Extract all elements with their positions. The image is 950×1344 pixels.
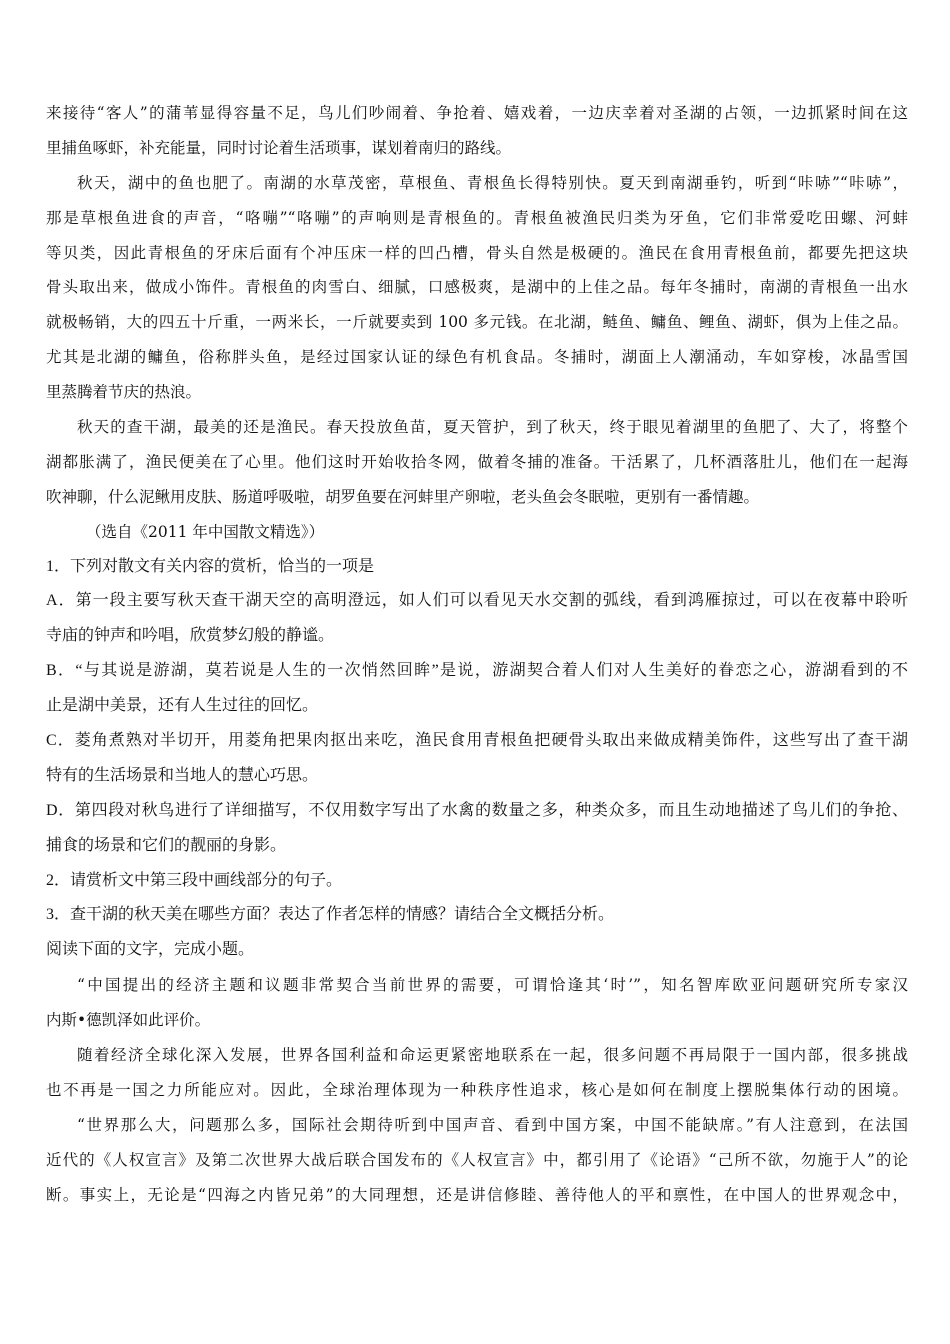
option-b: B．“与其说是游湖，莫若说是人生的一次悄然回眸”是说，游湖契合着人们对人生美好的眷恋之心，游湖看到的不 bbox=[46, 662, 908, 680]
option-c-cont: 特有的生活场景和当地人的慧心巧思。 bbox=[46, 766, 319, 784]
section-instruction: 阅读下面的文字，完成小题。 bbox=[46, 941, 255, 959]
paragraph-line: 就极畅销，大的四五十斤重，一两米长，一斤就要卖到 100 多元钱。在北湖，鲢鱼、鳙鱼、鲤鱼、湖虾，俱为上佳之品。 bbox=[46, 313, 908, 332]
paragraph-line: “中国提出的经济主题和议题非常契合当前世界的需要，可谓恰逢其‘时’”，知名智库欧亚问题研究所专家汉 bbox=[77, 976, 908, 995]
paragraph-line: 近代的《人权宣言》及第二次世界大战后联合国发布的《人权宣言》中，都引用了《论语》“己所不欲，勿施于人”的论 bbox=[46, 1150, 908, 1169]
paragraph-line: 里捕鱼啄虾，补充能量，同时讨论着生活琐事，谋划着南归的路线。 bbox=[46, 138, 512, 157]
option-d-cont: 捕食的场景和它们的靓丽的身影。 bbox=[46, 836, 287, 854]
document-page bbox=[46, 96, 908, 1213]
paragraph-line: 断。事实上，无论是“四海之内皆兄弟”的大同理想，还是讲信修睦、善待他人的平和禀性，在中国人的世界观念中， bbox=[46, 1185, 908, 1204]
paragraph-line: 随着经济全球化深入发展，世界各国利益和命运更紧密地联系在一起，很多问题不再局限于一国内部，很多挑战 bbox=[77, 1046, 908, 1065]
option-c: C．菱角煮熟对半切开，用菱角把果肉抠出来吃，渔民食用青根鱼把硬骨头取出来做成精美饰件，这些写出了查干湖 bbox=[46, 732, 908, 750]
option-a: A．第一段主要写秋天查干湖天空的高明澄远，如人们可以看见天水交割的弧线，看到鸿雁掠过，可以在夜幕中聆听 bbox=[46, 592, 908, 610]
question-1-stem: 1．下列对散文有关内容的赏析，恰当的一项是 bbox=[46, 557, 375, 575]
paragraph-line: “世界那么大，问题那么多，国际社会期待听到中国声音、看到中国方案，中国不能缺席。”有人注意到，在法国 bbox=[77, 1115, 908, 1134]
paragraph-line: 湖都胀满了，渔民便美在了心里。他们这时开始收拾冬网，做着冬捕的准备。干活累了，几杯酒落肚儿，他们在一起海 bbox=[46, 452, 908, 471]
paragraph-line: 等贝类，因此青根鱼的牙床后面有个冲压床一样的凹凸槽，骨头自然是极硬的。渔民在食用青根鱼前，都要先把这块 bbox=[46, 243, 908, 262]
question-2: 2．请赏析文中第三段中画线部分的句子。 bbox=[46, 871, 343, 889]
paragraph-line: 那是草根鱼进食的声音，“咯嘣”“咯嘣”的声响则是青根鱼的。青根鱼被渔民归类为牙鱼，它们非常爱吃田螺、河蚌 bbox=[46, 208, 908, 227]
option-a-cont: 寺庙的钟声和吟唱，欣赏梦幻般的静谧。 bbox=[46, 627, 335, 645]
paragraph-line: 也不再是一国之力所能应对。因此，全球治理体现为一种秩序性追求，核心是如何在制度上摆脱集体行动的困境。 bbox=[46, 1080, 908, 1099]
option-d: D．第四段对秋鸟进行了详细描写，不仅用数字写出了水禽的数量之多，种类众多，而且生动地描述了鸟儿们的争抢、 bbox=[46, 801, 908, 819]
paragraph-line: 里蒸腾着节庆的热浪。 bbox=[46, 383, 202, 402]
paragraph-line: 秋天，湖中的鱼也肥了。南湖的水草茂密，草根鱼、青根鱼长得特别快。夏天到南湖垂钓，听到“咔哧”“咔哧”， bbox=[77, 173, 908, 192]
paragraph-line: 吹神聊，什么泥鳅用皮肤、肠道呼吸啦，胡罗鱼要在河蚌里产卵啦，老头鱼会冬眠啦，更别有一番情趣。 bbox=[46, 487, 760, 506]
paragraph-line: 来接待“客人”的蒲苇显得容量不足，鸟儿们吵闹着、争抢着、嬉戏着，一边庆幸着对圣湖的占领，一边抓紧时间在这 bbox=[46, 104, 908, 122]
source-citation: （选自《2011 年中国散文精选》） bbox=[86, 522, 325, 541]
paragraph-line: 秋天的查干湖，最美的还是渔民。春天投放鱼苗，夏天管护，到了秋天，终于眼见着湖里的鱼肥了、大了，将整个 bbox=[77, 418, 908, 437]
option-b-cont: 止是湖中美景，还有人生过往的回忆。 bbox=[46, 697, 319, 715]
paragraph-line: 内斯•德凯泽如此评价。 bbox=[46, 1011, 211, 1030]
question-3: 3．查干湖的秋天美在哪些方面？表达了作者怎样的情感？请结合全文概括分析。 bbox=[46, 906, 615, 924]
paragraph-line: 尤其是北湖的鳙鱼，俗称胖头鱼，是经过国家认证的绿色有机食品。冬捕时，湖面上人潮涌动，车如穿梭，冰晶雪国 bbox=[46, 348, 908, 367]
paragraph-line: 骨头取出来，做成小饰件。青根鱼的肉雪白、细腻，口感极爽，是湖中的上佳之品。每年冬捕时，南湖的青根鱼一出水 bbox=[46, 278, 908, 297]
